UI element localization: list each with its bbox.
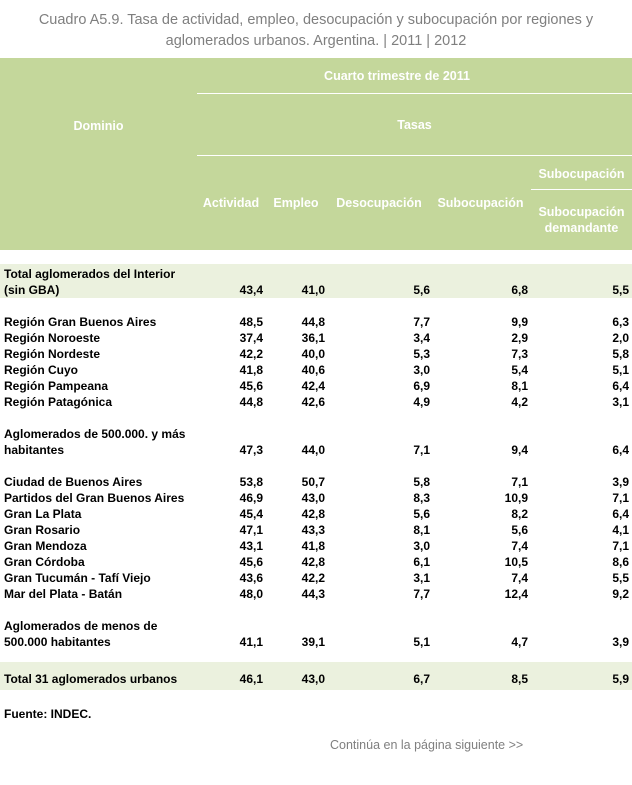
row-value: 46,1 [239,672,263,686]
header-col-demandante [531,204,632,236]
row-value: 53,8 [239,475,263,489]
row-value: 47,3 [239,443,263,457]
row-label: Región Cuyo [4,363,78,377]
row-value: 4,1 [612,523,629,537]
row-label: Gran Rosario [4,523,81,537]
row-label: (sin GBA) [4,283,60,297]
row-value: 41,8 [239,363,263,377]
row-value: 41,1 [239,635,263,649]
row-value: 8,1 [511,379,528,393]
row-value: 3,1 [612,395,629,409]
row-value: 42,2 [301,571,325,585]
row-value: 50,7 [301,475,325,489]
row-value: 44,3 [301,587,325,601]
row-value: 3,4 [413,331,430,345]
row-value: 47,1 [239,523,263,537]
header-col-empleo: Empleo [273,196,319,210]
row-value: 6,4 [612,379,629,393]
header-col-actividad: Actividad [202,196,260,210]
row-value: 6,8 [511,283,528,297]
row-value: 46,9 [239,491,263,505]
row-label: Aglomerados de 500.000. y más [4,427,186,441]
row-value: 8,3 [413,491,430,505]
row-label: Total aglomerados del Interior [4,267,176,281]
row-value: 5,9 [612,672,629,686]
row-value: 7,1 [612,539,629,553]
row-label: Total 31 aglomerados urbanos [4,672,178,686]
row-value: 8,5 [511,672,528,686]
row-value: 10,5 [504,555,528,569]
row-value: 3,9 [612,635,629,649]
row-value: 43,4 [239,283,263,297]
header-col-demandante-line-2: demandante [544,221,619,235]
row-label: 500.000 habitantes [4,635,111,649]
header-col-subocupacion: Subocupación [437,196,524,210]
row-value: 3,0 [413,363,430,377]
row-value: 6,4 [612,507,629,521]
row-value: 6,7 [413,672,430,686]
row-value: 37,4 [239,331,263,345]
header-divider-period [197,93,632,94]
row-value: 7,4 [511,571,528,585]
row-value: 3,1 [413,571,430,585]
row-label: Gran Córdoba [4,555,85,569]
row-value: 5,4 [511,363,528,377]
row-value: 41,0 [301,283,325,297]
row-value: 44,8 [239,395,263,409]
row-value: 5,5 [612,571,629,585]
row-value: 4,7 [511,635,528,649]
row-value: 2,9 [511,331,528,345]
row-value: 5,1 [612,363,629,377]
row-value: 12,4 [504,587,528,601]
row-value: 43,6 [239,571,263,585]
row-label: Gran La Plata [4,507,82,521]
row-label: Región Pampeana [4,379,109,393]
header-col-desocupacion: Desocupación [336,196,422,210]
row-value: 48,0 [239,587,263,601]
source-note: Fuente: INDEC. [4,707,92,721]
row-value: 42,8 [301,507,325,521]
row-value: 44,8 [301,315,325,329]
row-value: 45,4 [239,507,263,521]
row-label: Mar del Plata - Batán [4,587,123,601]
row-value: 8,6 [612,555,629,569]
row-value: 42,4 [301,379,325,393]
row-label: habitantes [4,443,65,457]
row-value: 6,4 [612,443,629,457]
row-value: 43,1 [239,539,263,553]
row-value: 7,7 [413,315,430,329]
row-value: 4,9 [413,395,430,409]
row-value: 6,9 [413,379,430,393]
row-value: 45,6 [239,379,263,393]
row-value: 41,8 [301,539,325,553]
row-label: Región Patagónica [4,395,113,409]
row-value: 7,1 [511,475,528,489]
row-label: Partidos del Gran Buenos Aires [4,491,185,505]
row-value: 7,3 [511,347,528,361]
row-value: 36,1 [301,331,325,345]
row-value: 7,4 [511,539,528,553]
header-tasas: Tasas [397,118,432,132]
row-value: 9,4 [511,443,528,457]
title-line-1: Cuadro A5.9. Tasa de actividad, empleo, desocupación y subocupación por regiones y [38,12,594,28]
row-value: 43,0 [301,491,325,505]
row-label: Aglomerados de menos de [4,619,158,633]
row-value: 3,9 [612,475,629,489]
header-dominio: Dominio [73,119,124,133]
row-value: 10,9 [504,491,528,505]
row-value: 42,6 [301,395,325,409]
row-value: 5,8 [612,347,629,361]
header-subocupacion-group: Subocupación [538,167,625,181]
row-value: 8,1 [413,523,430,537]
row-value: 3,0 [413,539,430,553]
row-label: Región Noroeste [4,331,101,345]
row-label: Región Nordeste [4,347,101,361]
row-value: 42,2 [239,347,263,361]
header-period: Cuarto trimestre de 2011 [324,69,470,83]
continue-note: Continúa en la página siguiente >> [330,738,524,752]
row-value: 40,0 [301,347,325,361]
row-value: 5,6 [511,523,528,537]
row-value: 5,6 [413,507,430,521]
row-value: 43,3 [301,523,325,537]
header-col-demandante-line-1: Subocupación [538,205,625,219]
table-header [0,58,632,250]
row-value: 7,1 [413,443,430,457]
row-value: 4,2 [511,395,528,409]
header-divider-subocupacion [531,189,632,190]
row-label: Ciudad de Buenos Aires [4,475,143,489]
row-label: Gran Mendoza [4,539,87,553]
title-line-2: aglomerados urbanos. Argentina. | 2011 | 2012 [165,33,467,49]
row-label: Región Gran Buenos Aires [4,315,157,329]
header-divider-tasas [197,155,632,156]
row-value: 2,0 [612,331,629,345]
table-title [0,10,632,52]
row-value: 5,3 [413,347,430,361]
row-value: 43,0 [301,672,325,686]
row-value: 40,6 [301,363,325,377]
row-value: 7,7 [413,587,430,601]
row-value: 9,9 [511,315,528,329]
row-value: 8,2 [511,507,528,521]
row-value: 44,0 [301,443,325,457]
row-value: 45,6 [239,555,263,569]
row-label: Gran Tucumán - Tafí Viejo [4,571,151,585]
row-value: 5,6 [413,283,430,297]
row-value: 7,1 [612,491,629,505]
row-value: 9,2 [612,587,629,601]
row-value: 5,1 [413,635,430,649]
row-value: 6,1 [413,555,430,569]
row-value: 39,1 [301,635,325,649]
row-value: 5,8 [413,475,430,489]
row-value: 5,5 [612,283,629,297]
row-value: 48,5 [239,315,263,329]
row-value: 6,3 [612,315,629,329]
row-value: 42,8 [301,555,325,569]
